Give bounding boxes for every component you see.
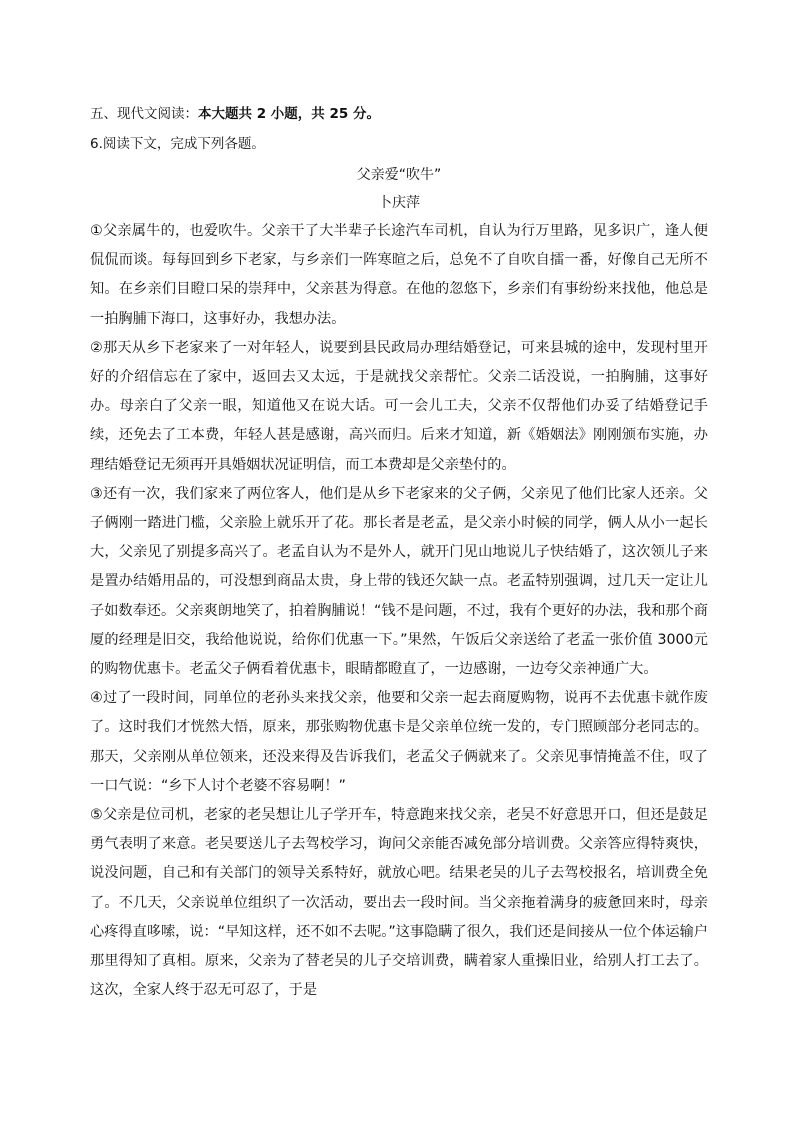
article-author: 卜庆萍 <box>378 195 420 211</box>
paragraph-4: ④过了一段时间，同单位的老孙头来找父亲，他要和父亲一起去商厦购物，说再不去优惠卡就作废了。这时我们才恍然大悟，原来，那张购物优惠卡是父亲单位统一发的，专门照顾部分老同志的。那天，父亲刚从单位领来，还没来得及告诉我们，老孟父子俩就来了。父亲见事情掩盖不住，叹了一口气说：“乡下人讨个老婆不容易啊！” <box>90 690 708 794</box>
article-title: 父亲爱“吹牛” <box>356 167 442 183</box>
paragraph-5: ⑤父亲是位司机，老家的老吴想让儿子学开车，特意跑来找父亲，老吴不好意思开口，但还是鼓足勇气表明了来意。老吴要送儿子去驾校学习，询问父亲能否减免部分培训费。父亲答应得特爽快，说没问题，自己和有关部门的领导关系特好，就放心吧。结果老吴的儿子去驾校报名，培训费全免了。不几天，父亲说单位组织了一次活动，要出去一段时间。当父亲拖着满身的疲惫回来时，母亲心疼得直哆嗦，说：“早知这样，还不如不去呢。”这事隐瞒了很久，我们还是间接从一位个体运输户那里得知了真相。原来，父亲为了替老吴的儿子交培训费，瞒着家人重操旧业，给别人打工去了。这次，全家人终于忍无可忍了，于是 <box>90 807 708 999</box>
paragraph-3: ③还有一次，我们家来了两位客人，他们是从乡下老家来的父子俩，父亲见了他们比家人还亲。父子俩刚一踏进门槛，父亲脸上就乐开了花。那长者是老孟，是父亲小时候的同学，俩人从小一起长大，父亲见了别提多高兴了。老孟自认为不是外人，就开门见山地说儿子快结婚了，这次领儿子来是置办结婚用品的，可没想到商品太贵，身上带的钱还欠缺一点。老孟特别强调，过几天一定让儿子如数奉还。父亲爽朗地笑了，拍着胸脯说！“钱不是问题，不过，我有个更好的办法，我和那个商厦的经理是旧交，我给他说说，给你们优惠一下。”果然，午饭后父亲送给了老孟一张价值 3000元的购物优惠卡。老孟父子俩看着优惠卡，眼睛都瞪直了，一边感谢，一边夸父亲神通广大。 <box>90 485 708 678</box>
section-heading-lead: 五、现代文阅读： <box>90 106 198 122</box>
section-heading-bold: 本大题共 2 小题，共 25 分。 <box>198 106 380 122</box>
document-page <box>90 100 708 1005</box>
section-heading <box>90 100 708 128</box>
question-prompt: 6.阅读下文，完成下列各题。 <box>90 136 265 152</box>
paragraph-1: ①父亲属牛的，也爱吹牛。父亲干了大半辈子长途汽车司机，自认为行万里路，见多识广，逢人便侃侃而谈。每每回到乡下老家，与乡亲们一阵寒暄之后，总免不了自吹自擂一番，好像自己无所不知。在乡亲们目瞪口呆的崇拜中，父亲甚为得意。在他的忽悠下，乡亲们有事纷纷来找他，他总是一拍胸脯下海口，这事好办，我想办法。 <box>90 223 708 327</box>
paragraph-2: ②那天从乡下老家来了一对年轻人，说要到县民政局办理结婚登记，可来县城的途中，发现村里开好的介绍信忘在了家中，返回去又太远，于是就找父亲帮忙。父亲二话没说，一拍胸脯，这事好办。母亲白了父亲一眼，知道他又在说大话。可一会儿工夫，父亲不仅帮他们办妥了结婚登记手续，还免去了工本费，年轻人甚是感谢，高兴而归。后来才知道，新《婚姻法》刚刚颁布实施，办理结婚登记无须再开具婚姻状况证明信，而工本费却是父亲垫付的。 <box>90 339 708 473</box>
